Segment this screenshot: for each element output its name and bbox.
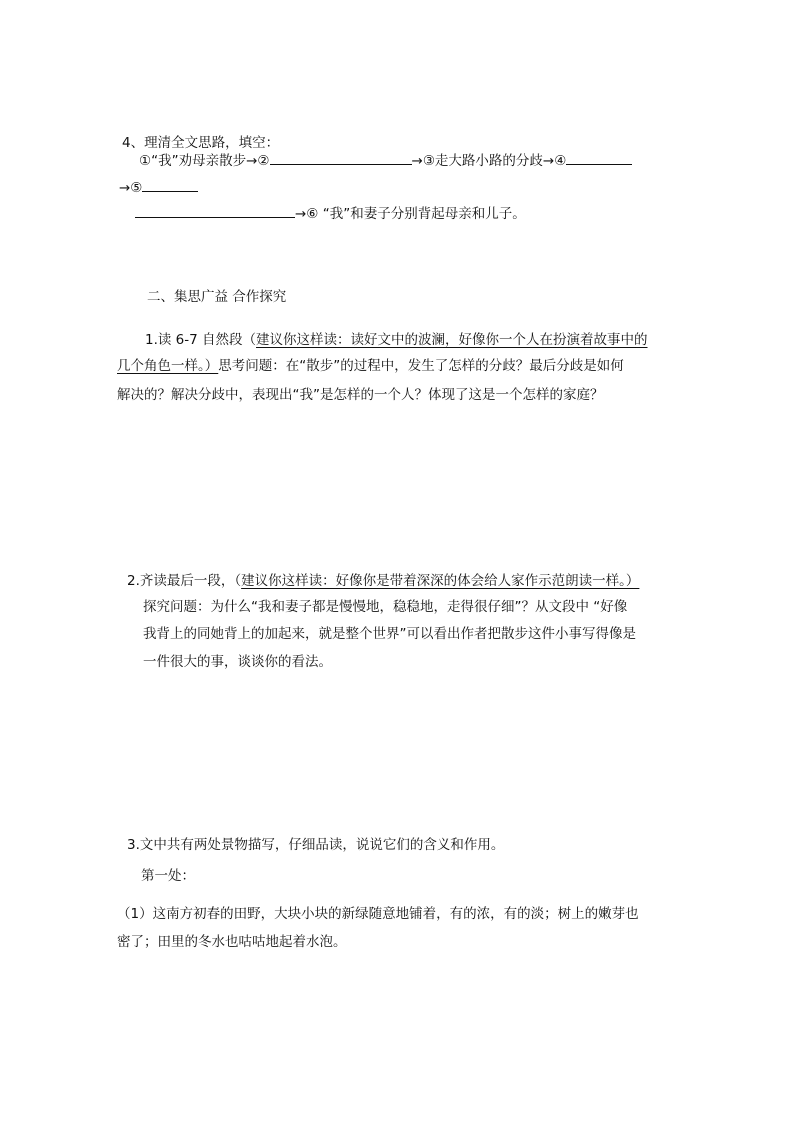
q3-line-1 [127, 836, 504, 854]
q2-question: 探究问题：为什么“我和妻子都是慢慢地，稳稳地，走得很仔细”？从文段中 “好像 [143, 599, 628, 615]
q3-quote-2: 密了；田里的冬水也咕咕地起着水泡。 [117, 934, 347, 950]
q1-line-1 [145, 331, 648, 349]
fill-blank-5[interactable] [142, 179, 198, 192]
q3-quote-line-2 [117, 933, 347, 951]
fill-blank-4[interactable] [566, 152, 632, 165]
q4-line-2 [119, 179, 198, 197]
q1-line-3 [117, 386, 604, 404]
fill-blank-2[interactable] [270, 152, 412, 165]
q3-quote-line-1 [117, 905, 639, 923]
fill-blank-5-cont[interactable] [135, 205, 295, 218]
q2-prefix: 2.齐读最后一段，（ [127, 573, 242, 589]
q4-step5: →⑤ [119, 180, 143, 196]
q1-question: 思考问题：在“散步”的过程中，发生了怎样的分歧？最后分歧是如何 [218, 358, 624, 374]
q2-suggestion: 建议你这样读：好像你是带着深深的体会给人家作示范朗读一样。） [241, 573, 640, 589]
q2-line-2 [143, 598, 627, 616]
q4-title-text: 4、理清全文思路，填空： [122, 135, 280, 151]
section-heading-text: 二、集思广益 合作探究 [147, 289, 287, 305]
q3-quote-1: （1）这南方初春的田野，大块小块的新绿随意地铺着，有的浓，有的淡；树上的嫩芽也 [117, 906, 639, 922]
q1-question-cont: 解决的？解决分歧中，表现出“我”是怎样的一个人？体现了这是一个怎样的家庭？ [117, 387, 604, 403]
q2-question-end: 一件很大的事，谈谈你的看法。 [143, 654, 332, 670]
q3-question: 3.文中共有两处景物描写，仔细品读，说说它们的含义和作用。 [127, 837, 505, 853]
q4-step3: →③走大路小路的分歧→④ [411, 153, 567, 169]
q2-line-3 [143, 625, 636, 643]
q2-question-cont: 我背上的同她背上的加起来，就是整个世界”可以看出作者把散步这件小事写得像是 [143, 626, 636, 642]
q4-step6: →⑥ “我”和妻子分别背起母亲和儿子。 [295, 206, 526, 222]
q1-prefix: 1.读 6-7 自然段（ [145, 332, 257, 348]
q4-line-1 [139, 152, 632, 170]
q1-line-2 [117, 357, 624, 375]
section-heading [147, 288, 286, 306]
q1-suggestion-a: 建议你这样读：读好文中的波澜，好像你一个人在扮演着故事中的 [256, 332, 648, 348]
q3-first-label-text: 第一处： [141, 868, 195, 884]
q3-first-label [141, 867, 195, 885]
q2-line-1 [127, 572, 639, 590]
q4-title [122, 134, 279, 152]
q1-suggestion-b: 几个角色一样。） [117, 358, 219, 374]
q2-line-4 [143, 653, 332, 671]
q4-line-3 [135, 205, 526, 223]
q4-step1: ①“我”劝母亲散步→② [139, 153, 270, 169]
